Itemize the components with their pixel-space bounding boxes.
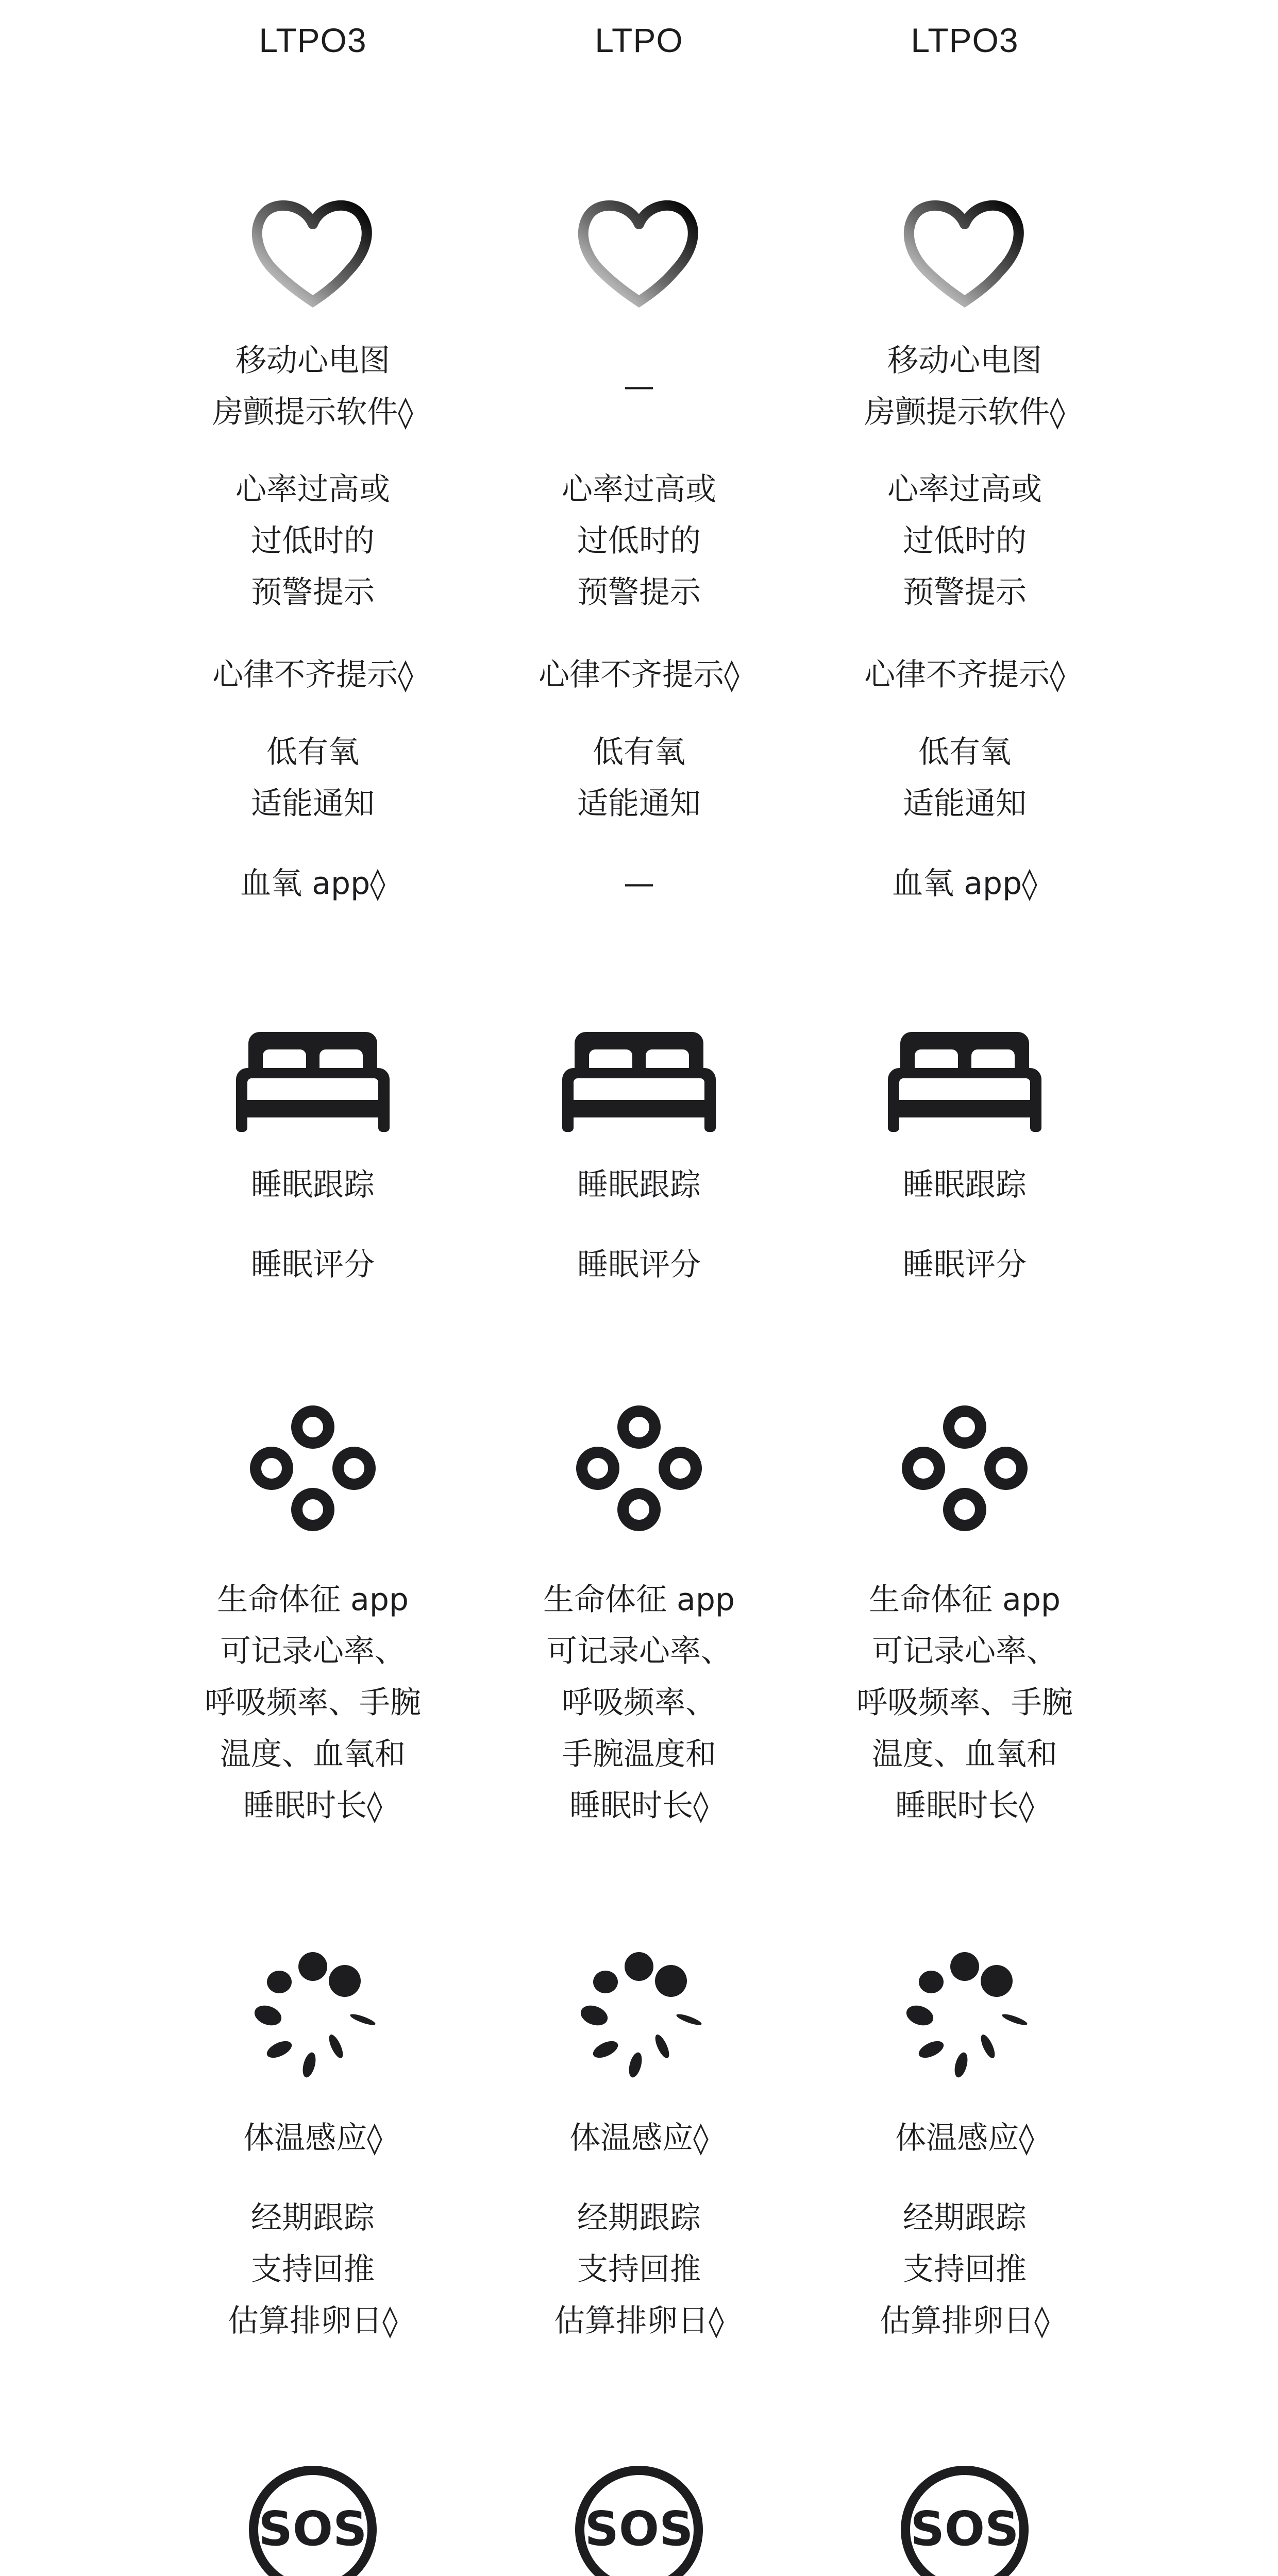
- temperature-sensing: 体温感应◊: [243, 2120, 382, 2156]
- vitals-icon: [895, 1404, 1034, 1543]
- sleep-score: 睡眠评分: [251, 1247, 375, 1283]
- irregular-rhythm-alerts: 心律不齐提示◊: [212, 657, 413, 693]
- sleep-score: 睡眠评分: [577, 1247, 701, 1283]
- ecg-feature: 移动心电图 房颤提示软件◊: [212, 343, 413, 430]
- emergency-sos-icon: [243, 2460, 382, 2576]
- ecg-feature: —: [624, 368, 654, 404]
- heart-icon: [569, 188, 709, 314]
- heart-rate-alerts: 心率过高或 过低时的 预警提示: [887, 471, 1042, 611]
- irregular-rhythm-alerts: 心律不齐提示◊: [539, 657, 739, 693]
- temperature-sensing-icon: [895, 1947, 1034, 2087]
- sleep-tracking: 睡眠跟踪: [903, 1167, 1027, 1203]
- blood-oxygen-app: 血氧 app◊: [240, 866, 385, 902]
- vitals-app: 生命体征 app 可记录心率、 呼吸频率、手腕 温度、血氧和 睡眠时长◊: [205, 1582, 421, 1824]
- bed-icon: [559, 1023, 719, 1133]
- heart-rate-alerts: 心率过高或 过低时的 预警提示: [562, 471, 716, 611]
- heart-rate-alerts: 心率过高或 过低时的 预警提示: [236, 471, 390, 611]
- cardio-fitness-alerts: 低有氧 适能通知: [577, 734, 701, 822]
- heart-icon: [895, 188, 1034, 314]
- ecg-feature: 移动心电图 房颤提示软件◊: [864, 343, 1065, 430]
- sleep-tracking: 睡眠跟踪: [577, 1167, 701, 1203]
- display-type: LTPO3: [259, 21, 367, 59]
- emergency-sos-icon: [569, 2460, 709, 2576]
- temperature-sensing: 体温感应◊: [895, 2120, 1034, 2156]
- cardio-fitness-alerts: 低有氧 适能通知: [251, 734, 375, 822]
- cycle-tracking: 经期跟踪 支持回推 估算排卵日◊: [554, 2200, 724, 2339]
- cycle-tracking: 经期跟踪 支持回推 估算排卵日◊: [228, 2200, 398, 2339]
- temperature-sensing-icon: [243, 1947, 382, 2087]
- temperature-sensing-icon: [569, 1947, 709, 2087]
- blood-oxygen-app: —: [624, 866, 654, 902]
- vitals-app: 生命体征 app 可记录心率、 呼吸频率、 手腕温度和 睡眠时长◊: [543, 1582, 735, 1824]
- sos-label: SOS: [584, 2501, 694, 2556]
- cycle-tracking: 经期跟踪 支持回推 估算排卵日◊: [880, 2200, 1050, 2339]
- vitals-icon: [569, 1404, 709, 1543]
- blood-oxygen-app: 血氧 app◊: [892, 866, 1037, 902]
- cardio-fitness-alerts: 低有氧 适能通知: [903, 734, 1027, 822]
- irregular-rhythm-alerts: 心律不齐提示◊: [864, 657, 1065, 693]
- sleep-score: 睡眠评分: [903, 1247, 1027, 1283]
- display-type: LTPO: [595, 21, 683, 59]
- vitals-app: 生命体征 app 可记录心率、 呼吸频率、手腕 温度、血氧和 睡眠时长◊: [856, 1582, 1073, 1824]
- sos-label: SOS: [910, 2501, 1019, 2556]
- display-type: LTPO3: [911, 21, 1019, 59]
- temperature-sensing: 体温感应◊: [569, 2120, 709, 2156]
- emergency-sos-icon: [895, 2460, 1034, 2576]
- vitals-icon: [243, 1404, 382, 1543]
- heart-icon: [243, 188, 382, 314]
- sos-label: SOS: [258, 2501, 367, 2556]
- bed-icon: [233, 1023, 393, 1133]
- bed-icon: [885, 1023, 1045, 1133]
- sleep-tracking: 睡眠跟踪: [251, 1167, 375, 1203]
